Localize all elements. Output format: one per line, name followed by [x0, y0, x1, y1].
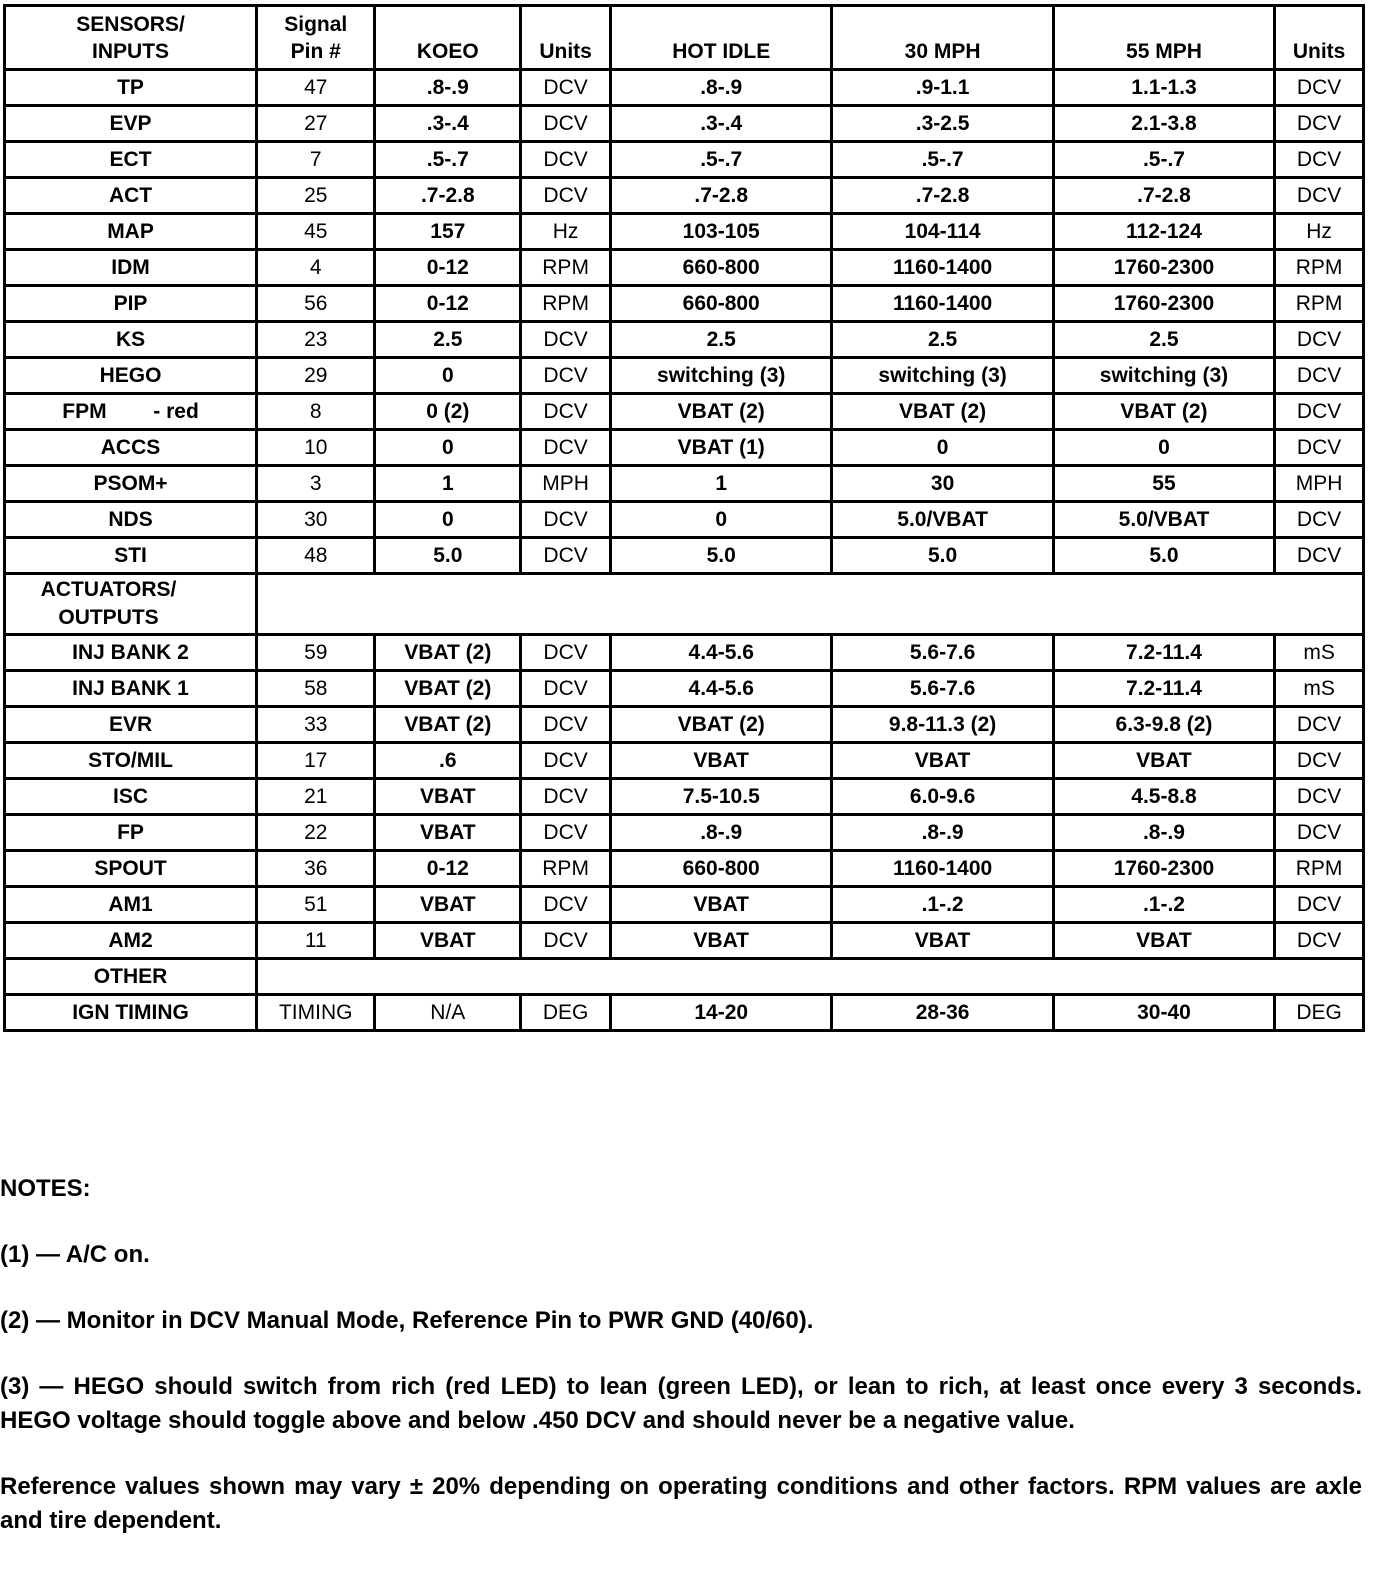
units-cell: DCV [521, 538, 611, 574]
hot-idle-cell: 103-105 [611, 214, 832, 250]
hot-idle-cell: 660-800 [611, 851, 832, 887]
55-mph-cell: 6.3-9.8 (2) [1053, 707, 1274, 743]
actuator-rows [5, 635, 1364, 959]
note-2: (2) — Monitor in DCV Manual Mode, Reference Pin to PWR GND (40/60). [0, 1307, 814, 1334]
koeo-cell: 1 [375, 466, 521, 502]
table-row [5, 358, 1364, 394]
units-2-cell: DEG [1275, 995, 1364, 1031]
section-row-other [5, 959, 1364, 995]
table-row [5, 995, 1364, 1031]
55-mph-cell: .1-.2 [1053, 887, 1274, 923]
signal-pin-cell: 36 [257, 851, 375, 887]
name-cell: ACT [5, 178, 257, 214]
55-mph-cell: 4.5-8.8 [1053, 779, 1274, 815]
koeo-cell: 157 [375, 214, 521, 250]
signal-pin-cell: 27 [257, 106, 375, 142]
units-2-cell: MPH [1275, 466, 1364, 502]
hot-idle-cell: VBAT (2) [611, 394, 832, 430]
name-cell: TP [5, 70, 257, 106]
header-units: Units [521, 6, 611, 70]
hot-idle-cell: .8-.9 [611, 70, 832, 106]
30-mph-cell: 9.8-11.3 (2) [832, 707, 1053, 743]
units-cell: DCV [521, 358, 611, 394]
units-2-cell: DCV [1275, 358, 1364, 394]
koeo-cell: VBAT (2) [375, 671, 521, 707]
hot-idle-cell: 5.0 [611, 538, 832, 574]
55-mph-cell: 2.5 [1053, 322, 1274, 358]
hot-idle-cell: 1 [611, 466, 832, 502]
table-row [5, 923, 1364, 959]
name-cell: FPM - red [5, 394, 257, 430]
30-mph-cell: VBAT [832, 923, 1053, 959]
name-cell: FP [5, 815, 257, 851]
table-row [5, 286, 1364, 322]
units-cell: DCV [521, 178, 611, 214]
units-cell: DCV [521, 502, 611, 538]
30-mph-cell: VBAT [832, 743, 1053, 779]
signal-pin-cell: 22 [257, 815, 375, 851]
55-mph-cell: 7.2-11.4 [1053, 671, 1274, 707]
hot-idle-cell: 660-800 [611, 286, 832, 322]
other-section [5, 959, 1364, 995]
hot-idle-cell: 14-20 [611, 995, 832, 1031]
table-row [5, 671, 1364, 707]
30-mph-cell: .3-2.5 [832, 106, 1053, 142]
signal-pin-cell: 17 [257, 743, 375, 779]
signal-pin-cell: 45 [257, 214, 375, 250]
koeo-cell: .5-.7 [375, 142, 521, 178]
table-row [5, 851, 1364, 887]
55-mph-cell: 112-124 [1053, 214, 1274, 250]
30-mph-cell: 1160-1400 [832, 851, 1053, 887]
section-row-actuators [5, 574, 1364, 635]
header-30-mph: 30 MPH [832, 6, 1053, 70]
hot-idle-cell: VBAT (1) [611, 430, 832, 466]
hot-idle-cell: .3-.4 [611, 106, 832, 142]
30-mph-cell: 1160-1400 [832, 286, 1053, 322]
name-cell: PIP [5, 286, 257, 322]
signal-pin-cell: TIMING [257, 995, 375, 1031]
koeo-cell: VBAT [375, 887, 521, 923]
units-2-cell: DCV [1275, 502, 1364, 538]
table-row [5, 502, 1364, 538]
koeo-cell: 0 [375, 502, 521, 538]
koeo-cell: .3-.4 [375, 106, 521, 142]
table-row [5, 707, 1364, 743]
55-mph-cell: .8-.9 [1053, 815, 1274, 851]
30-mph-cell: VBAT (2) [832, 394, 1053, 430]
signal-pin-cell: 7 [257, 142, 375, 178]
name-cell: ECT [5, 142, 257, 178]
units-2-cell: DCV [1275, 106, 1364, 142]
units-2-cell: DCV [1275, 923, 1364, 959]
hot-idle-cell: 0 [611, 502, 832, 538]
koeo-cell: VBAT [375, 923, 521, 959]
units-cell: DCV [521, 887, 611, 923]
units-cell: DCV [521, 142, 611, 178]
30-mph-cell: 5.0/VBAT [832, 502, 1053, 538]
signal-pin-cell: 59 [257, 635, 375, 671]
koeo-cell: VBAT [375, 815, 521, 851]
table-row [5, 250, 1364, 286]
units-cell: DCV [521, 671, 611, 707]
55-mph-cell: .5-.7 [1053, 142, 1274, 178]
hot-idle-cell: 2.5 [611, 322, 832, 358]
units-2-cell: DCV [1275, 707, 1364, 743]
name-cell: HEGO [5, 358, 257, 394]
koeo-cell: VBAT (2) [375, 635, 521, 671]
30-mph-cell: 5.6-7.6 [832, 635, 1053, 671]
signal-pin-cell: 4 [257, 250, 375, 286]
note-3: (3) — HEGO should switch from rich (red LED) to lean (green LED), or lean to rich, at least once every 3 seconds. HEGO voltage should toggle above and below .450 DCV and should never be a negative value. [0, 1373, 1362, 1434]
30-mph-cell: .8-.9 [832, 815, 1053, 851]
koeo-cell: VBAT [375, 779, 521, 815]
header-hot-idle: HOT IDLE [611, 6, 832, 70]
55-mph-cell: 7.2-11.4 [1053, 635, 1274, 671]
koeo-cell: .8-.9 [375, 70, 521, 106]
koeo-cell: 0 [375, 430, 521, 466]
units-cell: RPM [521, 250, 611, 286]
units-cell: MPH [521, 466, 611, 502]
name-cell: STO/MIL [5, 743, 257, 779]
units-2-cell: DCV [1275, 142, 1364, 178]
koeo-cell: N/A [375, 995, 521, 1031]
koeo-cell: 0 [375, 358, 521, 394]
table-row [5, 466, 1364, 502]
units-2-cell: DCV [1275, 322, 1364, 358]
header-sensors-inputs: SENSORS/ INPUTS [5, 6, 257, 70]
actuators-section [5, 574, 1364, 635]
header-signal-pin: Signal Pin # [257, 6, 375, 70]
units-2-cell: DCV [1275, 815, 1364, 851]
signal-pin-cell: 29 [257, 358, 375, 394]
koeo-cell: 2.5 [375, 322, 521, 358]
30-mph-cell: 2.5 [832, 322, 1053, 358]
hot-idle-cell: 4.4-5.6 [611, 671, 832, 707]
30-mph-cell: 1160-1400 [832, 250, 1053, 286]
30-mph-cell: 0 [832, 430, 1053, 466]
hot-idle-cell: 7.5-10.5 [611, 779, 832, 815]
30-mph-cell: .5-.7 [832, 142, 1053, 178]
reference-values-table [3, 4, 1365, 1032]
name-cell: EVR [5, 707, 257, 743]
30-mph-cell: 5.0 [832, 538, 1053, 574]
units-cell: DCV [521, 635, 611, 671]
signal-pin-cell: 3 [257, 466, 375, 502]
table-row [5, 779, 1364, 815]
hot-idle-cell: switching (3) [611, 358, 832, 394]
sensor-rows [5, 70, 1364, 574]
name-cell: ISC [5, 779, 257, 815]
signal-pin-cell: 47 [257, 70, 375, 106]
55-mph-cell: 2.1-3.8 [1053, 106, 1274, 142]
units-2-cell: DCV [1275, 70, 1364, 106]
header-koeo: KOEO [375, 6, 521, 70]
30-mph-cell: .7-2.8 [832, 178, 1053, 214]
table-row [5, 538, 1364, 574]
55-mph-cell: 30-40 [1053, 995, 1274, 1031]
notes-block [0, 1172, 1362, 1570]
table-row [5, 70, 1364, 106]
name-cell: MAP [5, 214, 257, 250]
koeo-cell: 0-12 [375, 286, 521, 322]
55-mph-cell: switching (3) [1053, 358, 1274, 394]
signal-pin-cell: 48 [257, 538, 375, 574]
units-cell: DCV [521, 743, 611, 779]
units-2-cell: DCV [1275, 394, 1364, 430]
55-mph-cell: 1760-2300 [1053, 851, 1274, 887]
units-cell: RPM [521, 286, 611, 322]
signal-pin-cell: 58 [257, 671, 375, 707]
55-mph-cell: 55 [1053, 466, 1274, 502]
30-mph-cell: switching (3) [832, 358, 1053, 394]
30-mph-cell: .9-1.1 [832, 70, 1053, 106]
section-filler [257, 574, 1364, 635]
units-2-cell: RPM [1275, 851, 1364, 887]
55-mph-cell: .7-2.8 [1053, 178, 1274, 214]
signal-pin-cell: 23 [257, 322, 375, 358]
header-55-mph: 55 MPH [1053, 6, 1274, 70]
signal-pin-cell: 25 [257, 178, 375, 214]
30-mph-cell: 28-36 [832, 995, 1053, 1031]
hot-idle-cell: 4.4-5.6 [611, 635, 832, 671]
units-cell: DCV [521, 923, 611, 959]
name-cell: EVP [5, 106, 257, 142]
units-cell: DEG [521, 995, 611, 1031]
signal-pin-cell: 8 [257, 394, 375, 430]
name-cell: SPOUT [5, 851, 257, 887]
signal-pin-cell: 21 [257, 779, 375, 815]
units-cell: DCV [521, 707, 611, 743]
hot-idle-cell: VBAT (2) [611, 707, 832, 743]
table-row [5, 635, 1364, 671]
name-cell: INJ BANK 1 [5, 671, 257, 707]
55-mph-cell: 1760-2300 [1053, 286, 1274, 322]
hot-idle-cell: VBAT [611, 743, 832, 779]
signal-pin-cell: 11 [257, 923, 375, 959]
30-mph-cell: 30 [832, 466, 1053, 502]
koeo-cell: .6 [375, 743, 521, 779]
hot-idle-cell: VBAT [611, 923, 832, 959]
koeo-cell: 0-12 [375, 851, 521, 887]
units-cell: DCV [521, 430, 611, 466]
units-2-cell: RPM [1275, 250, 1364, 286]
name-cell: NDS [5, 502, 257, 538]
table-row [5, 214, 1364, 250]
name-cell: ACCS [5, 430, 257, 466]
table-row [5, 430, 1364, 466]
section-filler [257, 959, 1364, 995]
55-mph-cell: 0 [1053, 430, 1274, 466]
table-row [5, 106, 1364, 142]
section-label-actuators: ACTUATORS/ OUTPUTS [5, 574, 257, 635]
units-2-cell: DCV [1275, 178, 1364, 214]
hot-idle-cell: 660-800 [611, 250, 832, 286]
units-2-cell: RPM [1275, 286, 1364, 322]
55-mph-cell: VBAT [1053, 743, 1274, 779]
koeo-cell: VBAT (2) [375, 707, 521, 743]
units-cell: DCV [521, 779, 611, 815]
units-cell: DCV [521, 70, 611, 106]
30-mph-cell: 6.0-9.6 [832, 779, 1053, 815]
units-2-cell: DCV [1275, 743, 1364, 779]
signal-pin-cell: 30 [257, 502, 375, 538]
table-row [5, 394, 1364, 430]
table-header-row [5, 6, 1364, 70]
table-row [5, 322, 1364, 358]
name-cell: IGN TIMING [5, 995, 257, 1031]
units-cell: Hz [521, 214, 611, 250]
table-row [5, 178, 1364, 214]
note-1: (1) — A/C on. [0, 1241, 150, 1268]
table-row [5, 743, 1364, 779]
30-mph-cell: .1-.2 [832, 887, 1053, 923]
notes-heading: NOTES: [0, 1175, 91, 1202]
koeo-cell: 0 (2) [375, 394, 521, 430]
name-cell: IDM [5, 250, 257, 286]
units-2-cell: DCV [1275, 430, 1364, 466]
55-mph-cell: 1.1-1.3 [1053, 70, 1274, 106]
units-cell: DCV [521, 394, 611, 430]
55-mph-cell: 1760-2300 [1053, 250, 1274, 286]
name-cell: KS [5, 322, 257, 358]
name-cell: AM2 [5, 923, 257, 959]
55-mph-cell: VBAT [1053, 923, 1274, 959]
30-mph-cell: 104-114 [832, 214, 1053, 250]
notes-footer: Reference values shown may vary ± 20% depending on operating conditions and other factors. RPM values are axle and tire dependent. [0, 1473, 1362, 1534]
units-cell: DCV [521, 106, 611, 142]
units-2-cell: DCV [1275, 538, 1364, 574]
55-mph-cell: 5.0 [1053, 538, 1274, 574]
signal-pin-cell: 56 [257, 286, 375, 322]
signal-pin-cell: 51 [257, 887, 375, 923]
name-cell: AM1 [5, 887, 257, 923]
name-cell: STI [5, 538, 257, 574]
other-rows [5, 995, 1364, 1031]
table-row [5, 142, 1364, 178]
signal-pin-cell: 10 [257, 430, 375, 466]
koeo-cell: 5.0 [375, 538, 521, 574]
units-2-cell: DCV [1275, 779, 1364, 815]
hot-idle-cell: .8-.9 [611, 815, 832, 851]
signal-pin-cell: 33 [257, 707, 375, 743]
units-cell: DCV [521, 322, 611, 358]
hot-idle-cell: .5-.7 [611, 142, 832, 178]
30-mph-cell: 5.6-7.6 [832, 671, 1053, 707]
units-cell: DCV [521, 815, 611, 851]
name-cell: INJ BANK 2 [5, 635, 257, 671]
table-row [5, 887, 1364, 923]
koeo-cell: .7-2.8 [375, 178, 521, 214]
header-units-2: Units [1275, 6, 1364, 70]
units-2-cell: mS [1275, 635, 1364, 671]
units-2-cell: Hz [1275, 214, 1364, 250]
table-row [5, 815, 1364, 851]
hot-idle-cell: .7-2.8 [611, 178, 832, 214]
name-cell: PSOM+ [5, 466, 257, 502]
55-mph-cell: VBAT (2) [1053, 394, 1274, 430]
units-2-cell: DCV [1275, 887, 1364, 923]
55-mph-cell: 5.0/VBAT [1053, 502, 1274, 538]
section-label-other: OTHER [5, 959, 257, 995]
units-cell: RPM [521, 851, 611, 887]
koeo-cell: 0-12 [375, 250, 521, 286]
hot-idle-cell: VBAT [611, 887, 832, 923]
units-2-cell: mS [1275, 671, 1364, 707]
